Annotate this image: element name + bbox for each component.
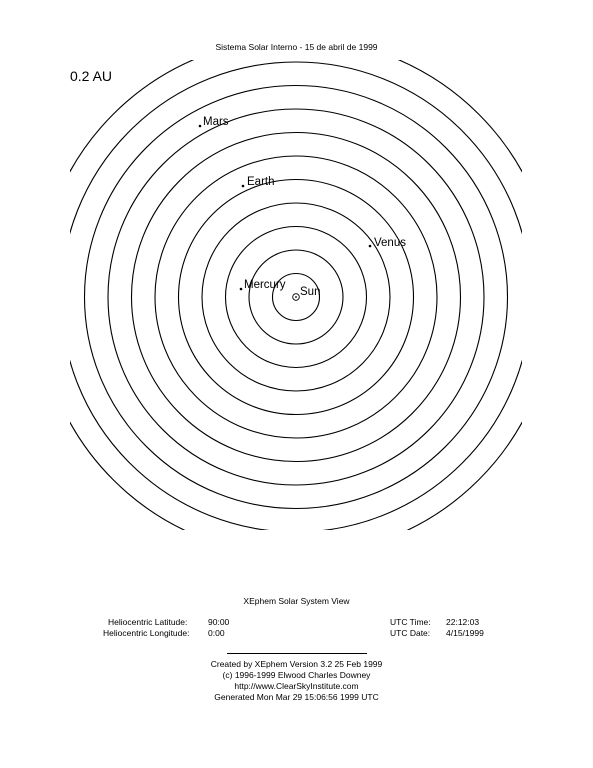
earth-label: Earth [247, 176, 275, 188]
earth-dot [242, 185, 245, 188]
venus-label: Venus [374, 237, 406, 249]
mercury-dot [240, 288, 243, 291]
url-line: http://www.ClearSkyInstitute.com [234, 681, 359, 691]
scale-label: 0.2 AU [70, 68, 113, 84]
sun-label: Sun [300, 286, 321, 298]
mercury-label: Mercury [244, 279, 286, 291]
time-label: UTC Time: [390, 617, 431, 627]
lat-value: 90:00 [208, 617, 230, 627]
footer-heading: XEphem Solar System View [243, 596, 350, 606]
lon-value: 0:00 [208, 628, 225, 638]
date-value: 4/15/1999 [446, 628, 484, 638]
lat-label: Heliocentric Latitude: [108, 617, 188, 627]
mars-dot [199, 125, 202, 128]
generated-line: Generated Mon Mar 29 15:06:56 1999 UTC [214, 692, 379, 702]
credit-line: Created by XEphem Version 3.2 25 Feb 1999 [210, 659, 383, 669]
time-value: 22:12:03 [446, 617, 480, 627]
date-label: UTC Date: [390, 628, 431, 638]
sun-icon [293, 294, 300, 301]
divider [227, 653, 367, 654]
copyright-line: (c) 1996-1999 Elwood Charles Downey [222, 670, 371, 680]
venus-dot [369, 245, 372, 248]
lon-label: Heliocentric Longitude: [103, 628, 190, 638]
mars-label: Mars [203, 116, 229, 128]
chart-title: Sistema Solar Interno - 15 de abril de 1999 [215, 42, 378, 52]
